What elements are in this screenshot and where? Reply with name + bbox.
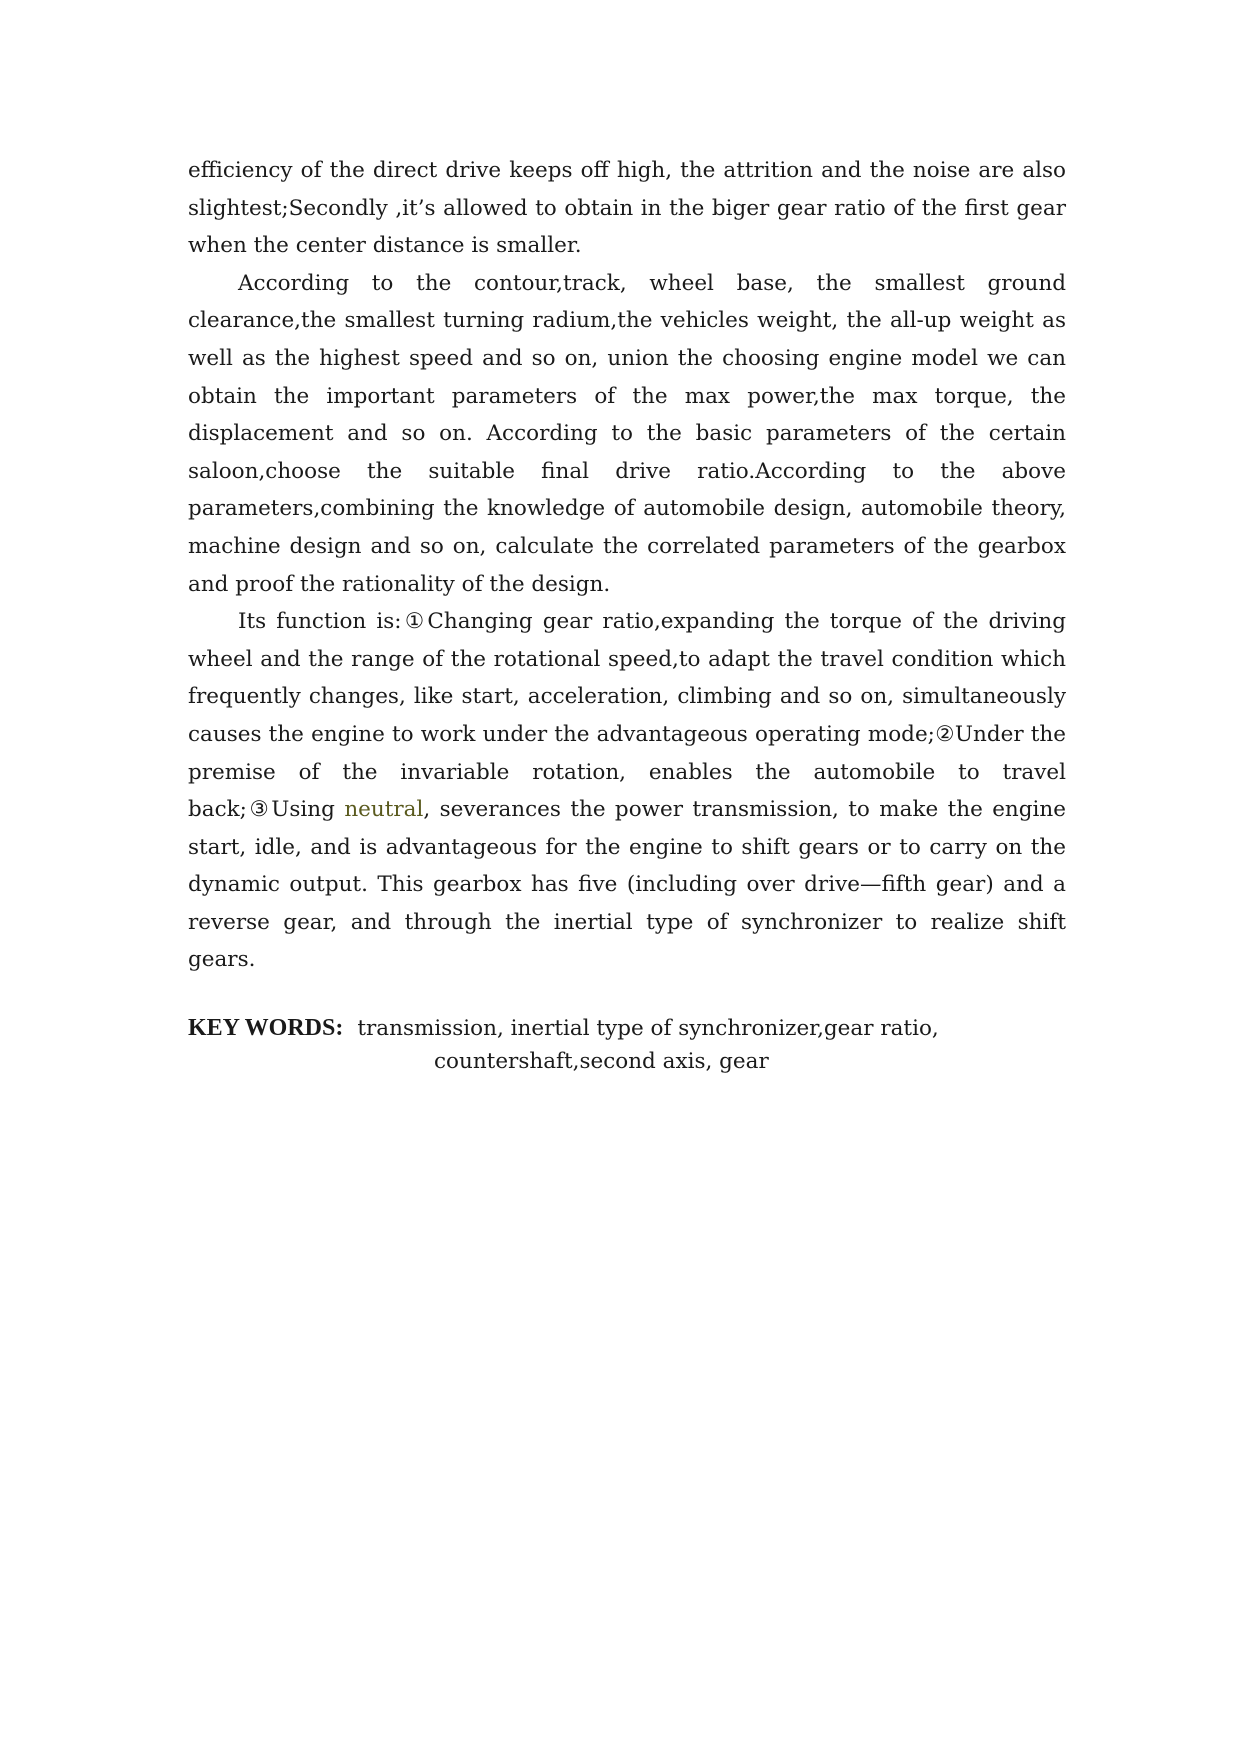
function-text-part1: Its function is:①Changing gear ratio,expanding the torque of the driving wheel and the range of the rotational speed,to adapt the travel condition which frequently changes, like start, acceleration, climbing and so on, simultaneously causes the engine to work under the advantageous operating mode;②Under the premise of the invariable rotation, enables the automobile to travel back;③Using: [188, 609, 1066, 823]
abstract-paragraph-continuation: efficiency of the direct drive keeps off high, the attrition and the noise are also slightest;Secondly ,it’s allowed to obtain in the biger gear ratio of the first gear when the center distance is smaller.: [188, 158, 1066, 259]
keywords-line-1: transmission, inertial type of synchronizer,gear ratio,: [357, 1016, 939, 1041]
abstract-paragraph-function: [188, 603, 1066, 979]
abstract-body: [188, 152, 1066, 979]
keywords-label: KEY WORDS:: [188, 1015, 344, 1041]
keywords-block: [188, 1012, 1066, 1078]
function-text-highlight: neutral: [344, 797, 424, 823]
abstract-paragraph-parameters: According to the contour,track, wheel base, the smallest ground clearance,the smallest turning radium,the vehicles weight, the all-up weight as well as the highest speed and so on, union the choosing engine model we can obtain the important parameters of the max power,the max torque, the displacement and so on. According to the basic parameters of the certain saloon,choose the suitable final drive ratio.According to the above parameters,combining the knowledge of automobile design, automobile theory, machine design and so on, calculate the correlated parameters of the gearbox and proof the rationality of the design.: [188, 270, 1066, 597]
keywords-line-2: countershaft,second axis, gear: [434, 1049, 769, 1074]
function-text-part2: , severances the power transmission, to make the engine start, idle, and is advantageous for the engine to shift gears or to carry on the dynamic output. This gearbox has five (including over drive—fifth gear) and a reverse gear, and through the inertial type of synchronizer to realize shift gears.: [188, 797, 1066, 973]
